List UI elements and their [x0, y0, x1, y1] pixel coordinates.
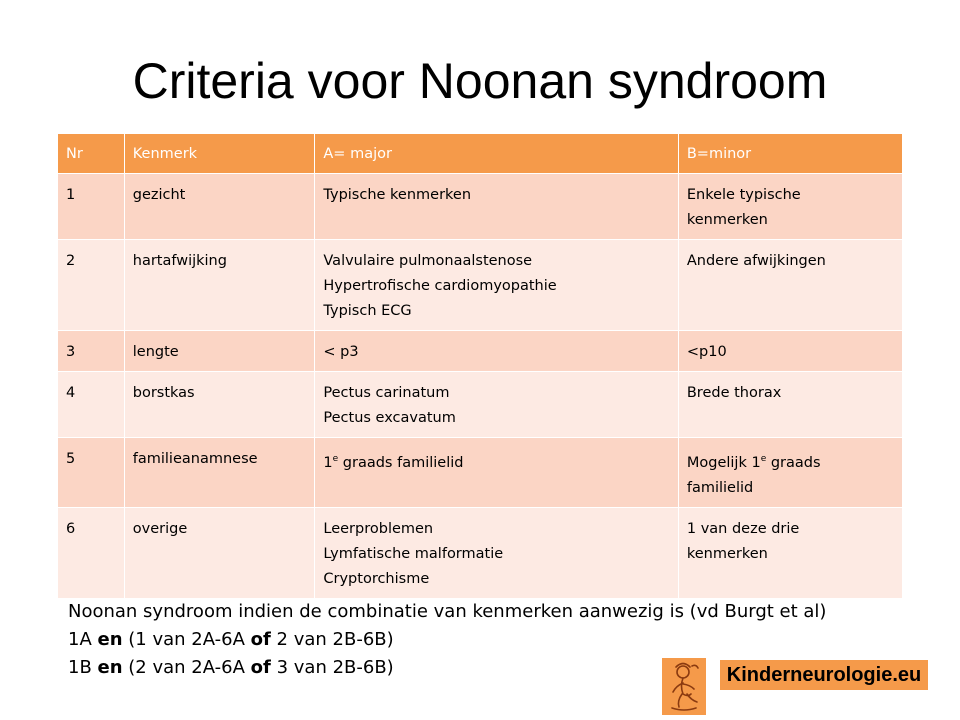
table-row [58, 240, 903, 331]
cell-major: < p3 [315, 331, 678, 372]
cell-nr: 3 [58, 331, 125, 372]
table-row [58, 174, 903, 240]
cell-minor: <p10 [678, 331, 902, 372]
cell-nr: 4 [58, 372, 125, 438]
criteria-table [57, 133, 903, 599]
header-kenmerk: Kenmerk [124, 134, 315, 174]
cell-kenmerk: overige [124, 507, 315, 598]
cell-minor: 1 van deze drie kenmerken [678, 507, 902, 598]
cell-kenmerk: lengte [124, 331, 315, 372]
summary-rule-1a: 1A en (1 van 2A-6A of 2 van 2B-6B) [68, 629, 394, 650]
cell-kenmerk: hartafwijking [124, 240, 315, 331]
table-header-row [58, 134, 903, 174]
cell-kenmerk: borstkas [124, 372, 315, 438]
cell-kenmerk: gezicht [124, 174, 315, 240]
cell-kenmerk: familieanamnese [124, 438, 315, 508]
cell-minor: Mogelijk 1e graads familielid [678, 438, 902, 508]
table-row [58, 372, 903, 438]
cell-nr: 2 [58, 240, 125, 331]
criteria-summary [68, 598, 826, 682]
cell-major: Leerproblemen Lymfatische malformatie Cryptorchisme [315, 507, 678, 598]
cell-minor: Brede thorax [678, 372, 902, 438]
table-row [58, 507, 903, 598]
cell-major: 1e graads familielid [315, 438, 678, 508]
cell-minor: Andere afwijkingen [678, 240, 902, 331]
cell-nr: 6 [58, 507, 125, 598]
cell-major: Valvulaire pulmonaalstenose Hypertrofische cardiomyopathie Typisch ECG [315, 240, 678, 331]
summary-rule-1b: 1B en (2 van 2A-6A of 3 van 2B-6B) [68, 657, 394, 678]
brand-label: Kinderneurologie.eu [720, 660, 928, 690]
slide-title: Criteria voor Noonan syndroom [132, 53, 828, 109]
header-nr: Nr [58, 134, 125, 174]
summary-line: Noonan syndroom indien de combinatie van kenmerken aanwezig is (vd Burgt et al) [68, 601, 827, 622]
cell-nr: 1 [58, 174, 125, 240]
cell-nr: 5 [58, 438, 125, 508]
header-minor: B=minor [678, 134, 902, 174]
logo-icon [662, 658, 706, 715]
table-row [58, 438, 903, 508]
cell-major: Pectus carinatum Pectus excavatum [315, 372, 678, 438]
child-figure-icon [662, 658, 706, 715]
table-row [58, 331, 903, 372]
cell-major: Typische kenmerken [315, 174, 678, 240]
header-major: A= major [315, 134, 678, 174]
cell-minor: Enkele typische kenmerken [678, 174, 902, 240]
